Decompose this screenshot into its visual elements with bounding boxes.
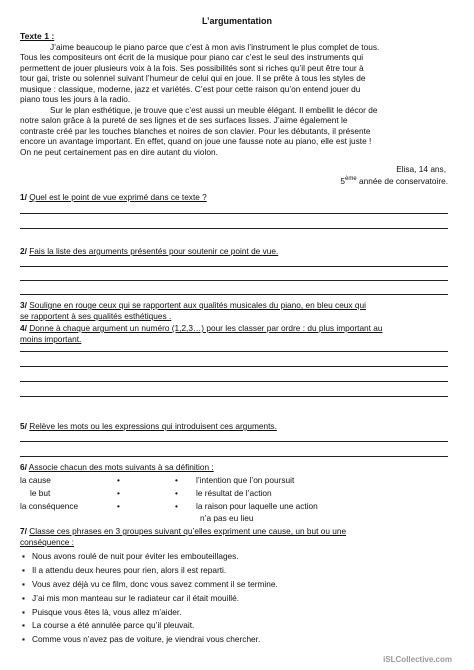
answer-line[interactable] — [20, 441, 448, 442]
answer-line[interactable] — [20, 213, 448, 214]
question-5: 5/ Relève les mots ou les expressions qui introduisent ces arguments. — [20, 421, 277, 431]
assoc-right-dot[interactable]: • — [175, 501, 178, 511]
assoc-word-cause: la cause — [20, 475, 51, 485]
answer-line[interactable] — [20, 280, 448, 281]
assoc-definition: la raison pour laquelle une action — [196, 501, 318, 511]
sentence-item: ▪ La course a été annulée parce qu’il pleuvait. — [22, 620, 195, 630]
question-7-cont: conséquence : — [20, 537, 74, 547]
text-line: musique : classique, moderne, jazz et variétés. C’est pour cette raison qu’on entend jouer du — [20, 84, 361, 94]
grade-number: 5 — [340, 176, 345, 186]
text-line: On ne peut certainement pas en dire autant du violon. — [20, 147, 218, 157]
footer-watermark: iSLCollective.com — [383, 655, 452, 664]
question-4: 4/ Donne à chaque argument un numéro (1,2,3…) pour les classer par ordre : du plus important au — [20, 323, 383, 333]
question-3: 3/ Souligne en rouge ceux qui se rapportent aux qualités musicales du piano, en bleu ceux qui — [20, 300, 366, 310]
answer-line[interactable] — [20, 366, 448, 367]
text-line: notre salon grâce à la pureté de ses lignes et de ses surfaces lisses. J’aime également le — [20, 115, 348, 125]
text-line: Sur le plan esthétique, je trouve que c’est aussi un meuble élégant. Il embellit le décor de — [50, 105, 378, 115]
signature-grade — [340, 176, 448, 186]
text-line: piano tous les jours à la radio. — [20, 94, 131, 104]
answer-line[interactable] — [20, 381, 448, 382]
question-3-cont: se rapportent à ses qualités esthétiques . — [20, 311, 172, 321]
text-line: contraste créé par les touches blanches et noires de son clavier. Pour les débutants, il présente — [20, 126, 371, 136]
question-1: 1/ Quel est le point de vue exprimé dans ce texte ? — [20, 192, 207, 202]
sentence-item: ▪ Puisque vous êtes là, vous allez m’aider. — [22, 607, 182, 617]
grade-rest: année de conservatoire. — [356, 176, 448, 186]
answer-line[interactable] — [20, 351, 448, 352]
text-line: tour gai, triste ou solennel suivant l’humeur de celui qui en joue. Il se prête à tous les styles de — [20, 73, 366, 83]
sentence-item: ▪ Comme vous n’avez pas de voiture, je viendrai vous chercher. — [22, 634, 261, 644]
assoc-word-but: le but — [30, 488, 51, 498]
text-line: encore un avantage important. En effet, quand on joue une fausse note au piano, elle est juste ! — [20, 136, 372, 146]
answer-line[interactable] — [20, 456, 448, 457]
assoc-left-dot[interactable]: • — [117, 488, 120, 498]
sentence-item: ▪ Il a attendu deux heures pour rien, alors il est reparti. — [22, 565, 227, 575]
assoc-left-dot[interactable]: • — [117, 501, 120, 511]
question-4-cont: moins important. — [20, 334, 82, 344]
sentence-item: ▪ J’ai mis mon manteau sur le radiateur car il était mouillé. — [22, 593, 240, 603]
question-2: 2/ Fais la liste des arguments présentés pour soutenir ce point de vue. — [20, 246, 279, 256]
answer-line[interactable] — [20, 266, 448, 267]
text-line: permettent de jouer plusieurs voix à la fois. Ses possibilités sont si riches qu’il peut être tour à — [20, 63, 364, 73]
assoc-right-dot[interactable]: • — [175, 488, 178, 498]
assoc-definition: le résultat de l’action — [196, 488, 272, 498]
assoc-definition: l’intention que l’on poursuit — [196, 475, 295, 485]
page-title: L’argumentation — [201, 16, 272, 26]
assoc-word-consequence: la conséquence — [20, 501, 79, 511]
signature-name: Elisa, 14 ans, — [396, 164, 446, 174]
assoc-definition-cont: n’a pas eu lieu — [200, 513, 254, 523]
assoc-right-dot[interactable]: • — [175, 475, 178, 485]
answer-line[interactable] — [20, 228, 448, 229]
texte-label: Texte 1 : — [20, 31, 55, 41]
answer-line[interactable] — [20, 294, 448, 295]
question-7: 7/ Classe ces phrases en 3 groupes suivant qu’elles expriment une cause, un but ou une — [20, 526, 347, 536]
question-6: 6/ Associe chacun des mots suivants à sa définition : — [20, 462, 214, 472]
grade-superscript: ème — [345, 176, 357, 183]
answer-line[interactable] — [20, 396, 448, 397]
assoc-left-dot[interactable]: • — [117, 475, 120, 485]
text-line: J’aime beaucoup le piano parce que c’est à mon avis l’instrument le plus complet de tous. — [50, 42, 380, 52]
sentence-item: ▪ Vous avez déjà vu ce film, donc vous savez comment il se termine. — [22, 579, 278, 589]
sentence-item: ▪ Nous avons roulé de nuit pour éviter les embouteillages. — [22, 551, 239, 561]
text-line: Tous les compositeurs ont écrit de la musique pour piano car c’est le seul des instruments qui — [20, 52, 364, 62]
